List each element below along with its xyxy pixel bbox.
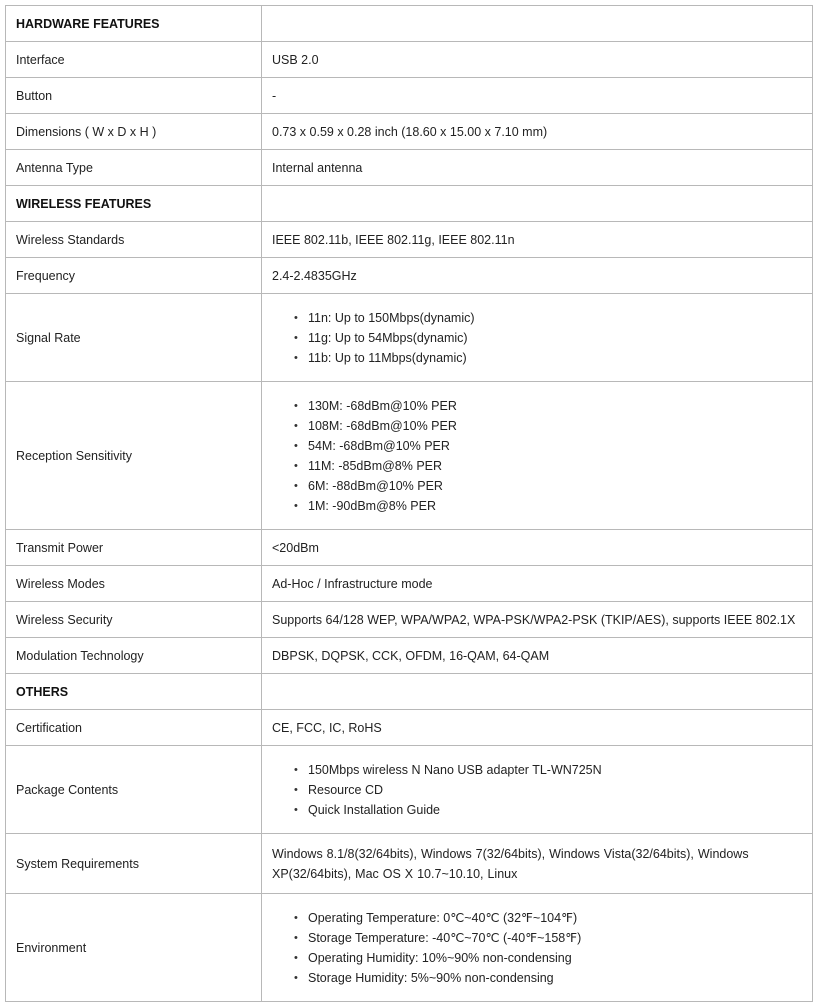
row-signal-rate — [6, 294, 813, 382]
spec-label: Transmit Power — [6, 530, 262, 566]
spec-value: Windows 8.1/8(32/64bits), Windows 7(32/64bits), Windows Vista(32/64bits), Windows XP(32/64bits), Mac OS X 10.7~10.10, Linux — [262, 834, 813, 894]
spec-value: CE, FCC, IC, RoHS — [262, 710, 813, 746]
list-item: • 108M: -68dBm@10% PER — [308, 416, 802, 436]
spec-label: Dimensions ( W x D x H ) — [6, 114, 262, 150]
row-system-requirements — [6, 834, 813, 894]
spec-value: USB 2.0 — [262, 42, 813, 78]
section-others — [6, 674, 813, 710]
spec-value: - — [262, 78, 813, 114]
spec-label: Wireless Standards — [6, 222, 262, 258]
section-value — [262, 186, 813, 222]
row-button — [6, 78, 813, 114]
list-item: • 6M: -88dBm@10% PER — [308, 476, 802, 496]
list-item: • Storage Humidity: 5%~90% non-condensing — [308, 968, 802, 988]
row-frequency — [6, 258, 813, 294]
spec-value: Internal antenna — [262, 150, 813, 186]
list-item: • Operating Humidity: 10%~90% non-condensing — [308, 948, 802, 968]
list-item: • 130M: -68dBm@10% PER — [308, 396, 802, 416]
row-reception-sensitivity — [6, 382, 813, 530]
list-item: • 1M: -90dBm@8% PER — [308, 496, 802, 516]
spec-value: <20dBm — [262, 530, 813, 566]
section-title: HARDWARE FEATURES — [6, 6, 262, 42]
spec-value: 0.73 x 0.59 x 0.28 inch (18.60 x 15.00 x 7.10 mm) — [262, 114, 813, 150]
bullet-list — [272, 396, 802, 516]
row-antenna-type — [6, 150, 813, 186]
row-wireless-modes — [6, 566, 813, 602]
spec-label: Certification — [6, 710, 262, 746]
spec-value: Supports 64/128 WEP, WPA/WPA2, WPA-PSK/WPA2-PSK (TKIP/AES), supports IEEE 802.1X — [262, 602, 813, 638]
row-transmit-power — [6, 530, 813, 566]
section-value — [262, 6, 813, 42]
spec-value — [262, 746, 813, 834]
list-item: • 150Mbps wireless N Nano USB adapter TL-WN725N — [308, 760, 802, 780]
spec-label: Wireless Modes — [6, 566, 262, 602]
spec-label: Package Contents — [6, 746, 262, 834]
spec-value: Ad-Hoc / Infrastructure mode — [262, 566, 813, 602]
row-package-contents — [6, 746, 813, 834]
spec-label: Antenna Type — [6, 150, 262, 186]
row-dimensions — [6, 114, 813, 150]
row-wireless-standards — [6, 222, 813, 258]
spec-label: System Requirements — [6, 834, 262, 894]
row-interface — [6, 42, 813, 78]
row-wireless-security — [6, 602, 813, 638]
spec-label: Button — [6, 78, 262, 114]
spec-label: Frequency — [6, 258, 262, 294]
list-item: • Operating Temperature: 0℃~40℃ (32℉~104℉) — [308, 908, 802, 928]
spec-table — [5, 5, 813, 1002]
row-modulation-technology — [6, 638, 813, 674]
spec-value — [262, 894, 813, 1002]
bullet-list — [272, 308, 802, 368]
list-item: • 11g: Up to 54Mbps(dynamic) — [308, 328, 802, 348]
list-item: • 11n: Up to 150Mbps(dynamic) — [308, 308, 802, 328]
list-item: • 11M: -85dBm@8% PER — [308, 456, 802, 476]
row-environment — [6, 894, 813, 1002]
spec-label: Environment — [6, 894, 262, 1002]
section-value — [262, 674, 813, 710]
list-item: • Storage Temperature: -40℃~70℃ (-40℉~158℉) — [308, 928, 802, 948]
spec-value: IEEE 802.11b, IEEE 802.11g, IEEE 802.11n — [262, 222, 813, 258]
row-certification — [6, 710, 813, 746]
list-item: • Quick Installation Guide — [308, 800, 802, 820]
spec-label: Interface — [6, 42, 262, 78]
bullet-list — [272, 908, 802, 988]
list-item: • 11b: Up to 11Mbps(dynamic) — [308, 348, 802, 368]
section-title: WIRELESS FEATURES — [6, 186, 262, 222]
spec-label: Reception Sensitivity — [6, 382, 262, 530]
spec-label: Wireless Security — [6, 602, 262, 638]
spec-value — [262, 294, 813, 382]
spec-label: Modulation Technology — [6, 638, 262, 674]
section-title: OTHERS — [6, 674, 262, 710]
list-item: • 54M: -68dBm@10% PER — [308, 436, 802, 456]
list-item: • Resource CD — [308, 780, 802, 800]
spec-value — [262, 382, 813, 530]
bullet-list — [272, 760, 802, 820]
spec-value: 2.4-2.4835GHz — [262, 258, 813, 294]
section-wireless-features — [6, 186, 813, 222]
section-hardware-features — [6, 6, 813, 42]
spec-label: Signal Rate — [6, 294, 262, 382]
spec-value: DBPSK, DQPSK, CCK, OFDM, 16-QAM, 64-QAM — [262, 638, 813, 674]
